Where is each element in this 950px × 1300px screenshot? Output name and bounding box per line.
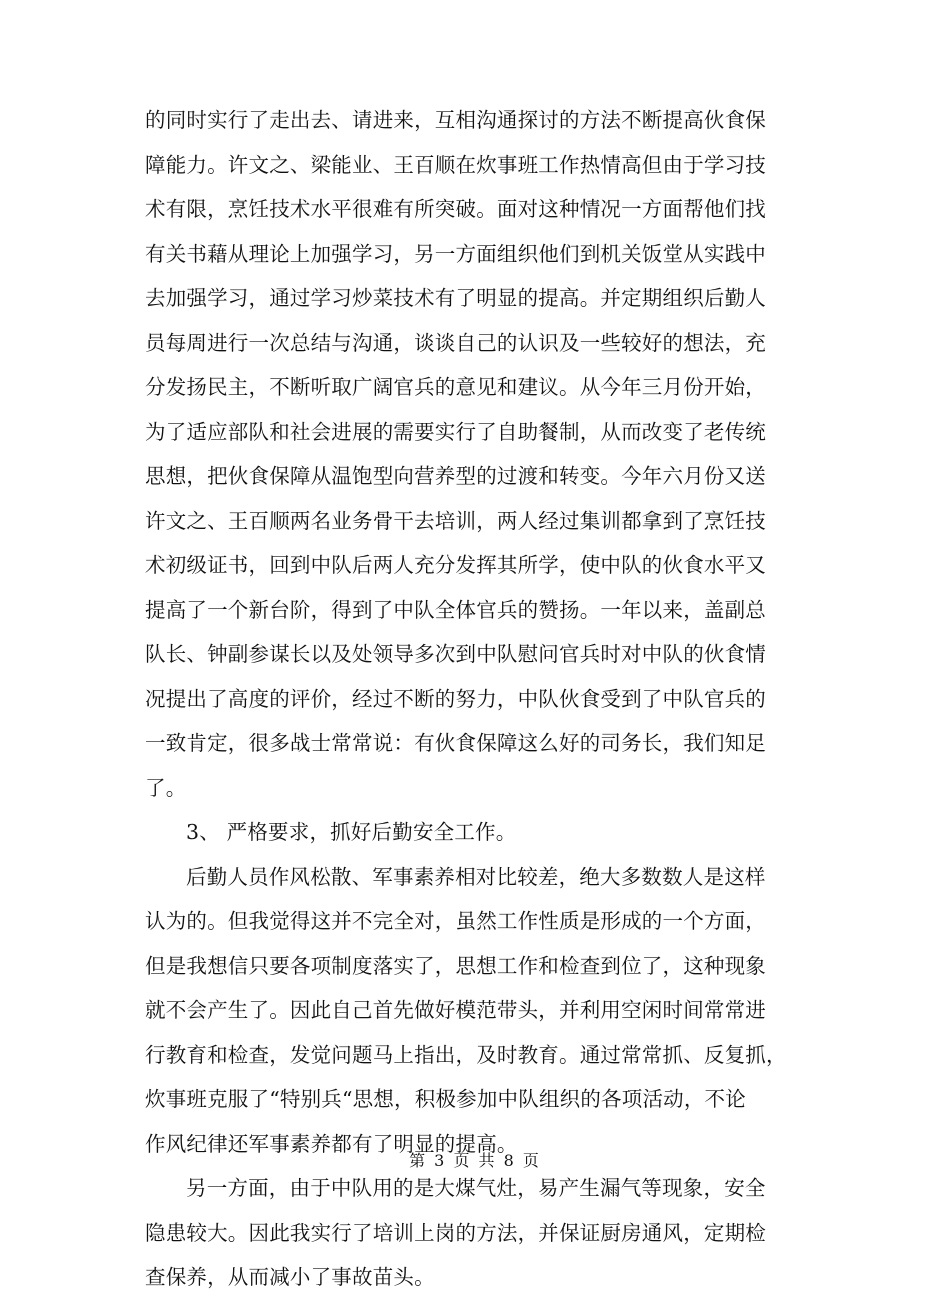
text-line: 有关书藉从理论上加强学习，另一方面组织他们到机关饭堂从实践中	[145, 241, 766, 266]
text-line: 炊事班克服了“特别兵“思想，积极参加中队组织的各项活动，不论	[145, 1087, 746, 1111]
text-line: 认为的。但我觉得这并不完全对，虽然工作性质是形成的一个方面，	[145, 909, 766, 933]
page-number-footer: 第 3 页 共 8 页	[409, 1151, 541, 1170]
text-line: 提高了一个新台阶，得到了中队全体官兵的赞扬。一年以来，盖副总	[145, 597, 766, 622]
text-line: 术初级证书，回到中队后两人充分发挥其所学，使中队的伙食水平又	[145, 553, 766, 577]
text-line: 就不会产生了。因此自己首先做好模范带头，并利用空闲时间常常进	[145, 998, 766, 1022]
document-body	[145, 98, 805, 1300]
text-line: 许文之、王百顺两名业务骨干去培训，两人经过集训都拿到了烹饪技	[145, 508, 766, 533]
text-line: 术有限，烹饪技术水平很难有所突破。面对这种情况一方面帮他们找	[145, 197, 766, 221]
text-line: 为了适应部队和社会进展的需要实行了自助餐制，从而改变了老传统	[145, 419, 766, 444]
text-line: 队长、钟副参谋长以及处领导多次到中队慰问官兵时对中队的伙食情	[145, 642, 766, 666]
text-line: 一致肯定，很多战士常常说：有伙食保障这么好的司务长，我们知足	[145, 731, 766, 755]
text-line: 况提出了高度的评价，经过不断的努力，中队伙食受到了中队官兵的	[145, 686, 766, 711]
text-line: 3、 严格要求，抓好后勤安全工作。	[186, 820, 517, 844]
text-line: 作风纪律还军事素养都有了明显的提高。	[145, 1131, 518, 1156]
text-line: 的同时实行了走出去、请进来，互相沟通探讨的方法不断提高伙食保	[145, 108, 766, 132]
text-line: 了。	[145, 775, 187, 800]
text-line: 去加强学习，通过学习炒菜技术有了明显的提高。并定期组织后勤人	[145, 286, 766, 310]
text-line: 后勤人员作风松散、军事素养相对比较差，绝大多数数人是这样	[186, 864, 766, 889]
text-line: 行教育和检查，发觉问题马上指出，及时教育。通过常常抓、反复抓，	[145, 1042, 787, 1067]
text-line: 员每周进行一次总结与沟通，谈谈自己的认识及一些较好的想法，充	[145, 330, 766, 355]
text-line: 障能力。许文之、梁能业、王百顺在炊事班工作热情高但由于学习技	[145, 152, 766, 177]
text-line: 隐患较大。因此我实行了培训上岗的方法，并保证厨房通风，定期检	[145, 1220, 766, 1245]
text-line: 思想，把伙食保障从温饱型向营养型的过渡和转变。今年六月份又送	[145, 464, 766, 488]
text-line: 查保养，从而减小了事故苗头。	[145, 1265, 435, 1289]
text-line: 但是我想信只要各项制度落实了，思想工作和检查到位了，这种现象	[145, 953, 766, 978]
text-line: 分发扬民主，不断听取广阔官兵的意见和建议。从今年三月份开始，	[145, 375, 766, 399]
text-line: 另一方面，由于中队用的是大煤气灶，易产生漏气等现象，安全	[186, 1176, 766, 1200]
